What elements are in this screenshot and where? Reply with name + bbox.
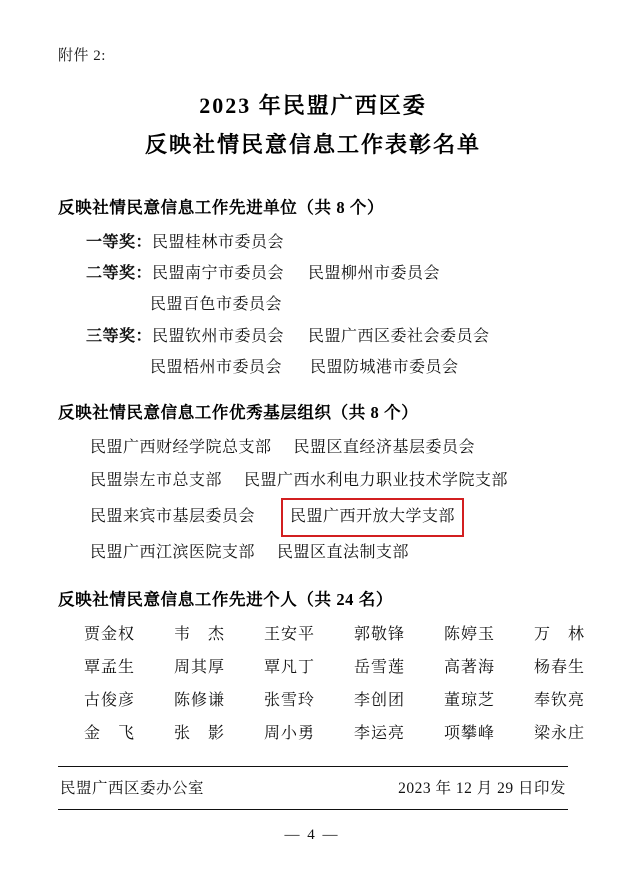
section-heading-units: 反映社情民意信息工作先进单位（共 8 个）	[58, 198, 385, 217]
person-name: 张 影	[174, 724, 226, 742]
award-items-third	[152, 321, 514, 352]
person-name: 陈修谦	[174, 691, 226, 709]
person-name: 万 林	[534, 626, 586, 644]
person-name: 周小勇	[264, 724, 316, 742]
award-item: 民盟南宁市委员会	[152, 265, 285, 283]
person-name: 李创团	[354, 691, 406, 709]
organization-item: 民盟广西财经学院总支部	[90, 438, 272, 456]
organization-row	[90, 432, 568, 465]
award-item: 民盟防城港市委员会	[310, 358, 459, 376]
organization-row	[90, 498, 568, 538]
section-heading-organizations: 反映社情民意信息工作优秀基层组织（共 8 个）	[58, 402, 419, 422]
footer-date: 2023 年 12 月 29 日印发	[398, 780, 566, 797]
award-row-second-prize	[86, 258, 568, 289]
table-row	[84, 619, 624, 652]
award-item: 民盟钦州市委员会	[152, 327, 285, 345]
person-name: 杨春生	[534, 658, 586, 676]
document-title	[58, 87, 568, 164]
award-items-second	[152, 258, 464, 289]
footer-issuer: 民盟广西区委办公室	[60, 780, 205, 797]
person-name: 项攀峰	[444, 724, 496, 742]
person-name: 梁永庄	[534, 724, 586, 742]
person-name: 奉钦亮	[534, 691, 586, 709]
award-label-first: 一等奖：	[86, 234, 153, 251]
person-name: 张雪玲	[264, 691, 316, 709]
person-name: 古俊彦	[84, 691, 136, 709]
person-name: 岳雪莲	[354, 658, 406, 676]
person-name: 覃孟生	[84, 658, 136, 676]
award-label-third: 三等奖：	[86, 327, 153, 345]
organization-item: 民盟广西江滨医院支部	[90, 544, 256, 562]
footer-rule-bottom	[58, 809, 568, 810]
footer-rule-top	[58, 766, 568, 767]
person-name: 李运亮	[354, 724, 406, 742]
section-heading-individuals: 反映社情民意信息工作先进个人（共 24 名）	[58, 590, 393, 610]
page-number: — 4 —	[284, 827, 340, 843]
award-items-first	[152, 227, 308, 258]
organization-row	[90, 465, 568, 498]
person-name: 周其厚	[174, 658, 226, 676]
person-name: 覃凡丁	[264, 658, 316, 676]
table-row	[84, 718, 624, 751]
title-line-2: 反映社情民意信息工作表彰名单	[144, 131, 481, 157]
award-row-first-prize	[86, 227, 568, 258]
title-line-1: 2023 年民盟广西区委	[199, 93, 427, 118]
person-name: 金 飞	[84, 724, 136, 742]
person-name: 郭敬锋	[354, 626, 406, 644]
person-name: 贾金权	[84, 626, 136, 644]
organization-item: 民盟来宾市基层委员会	[90, 508, 256, 526]
table-row	[84, 652, 624, 685]
award-item: 民盟百色市委员会	[150, 296, 283, 314]
person-name: 陈婷玉	[444, 626, 496, 644]
organization-item: 民盟区直经济基层委员会	[293, 438, 476, 456]
person-name: 高著海	[444, 658, 496, 676]
organization-item-highlighted: 民盟广西开放大学支部	[281, 498, 464, 538]
organization-row	[90, 537, 568, 570]
footer-row	[58, 773, 568, 802]
award-item: 民盟梧州市委员会	[150, 358, 283, 376]
award-item: 民盟柳州市委员会	[308, 265, 441, 283]
award-row-third-prize	[86, 321, 568, 352]
table-row	[84, 685, 624, 718]
individuals-table	[84, 619, 624, 750]
person-name: 董琼芝	[444, 691, 496, 709]
award-row-third-prize-cont	[150, 352, 568, 383]
award-label-second: 二等奖：	[86, 265, 153, 283]
document-footer	[58, 766, 568, 810]
award-item: 民盟桂林市委员会	[152, 234, 285, 251]
organization-item: 民盟崇左市总支部	[90, 471, 223, 489]
attachment-label: 附件 2:	[58, 48, 106, 64]
award-row-second-prize-cont	[150, 289, 568, 320]
organization-item: 民盟区直法制支部	[277, 544, 410, 562]
organization-item: 民盟广西水利电力职业技术学院支部	[244, 471, 509, 489]
person-name: 韦 杰	[174, 626, 226, 644]
person-name: 王安平	[264, 626, 316, 644]
award-item: 民盟广西区委社会委员会	[308, 327, 490, 345]
